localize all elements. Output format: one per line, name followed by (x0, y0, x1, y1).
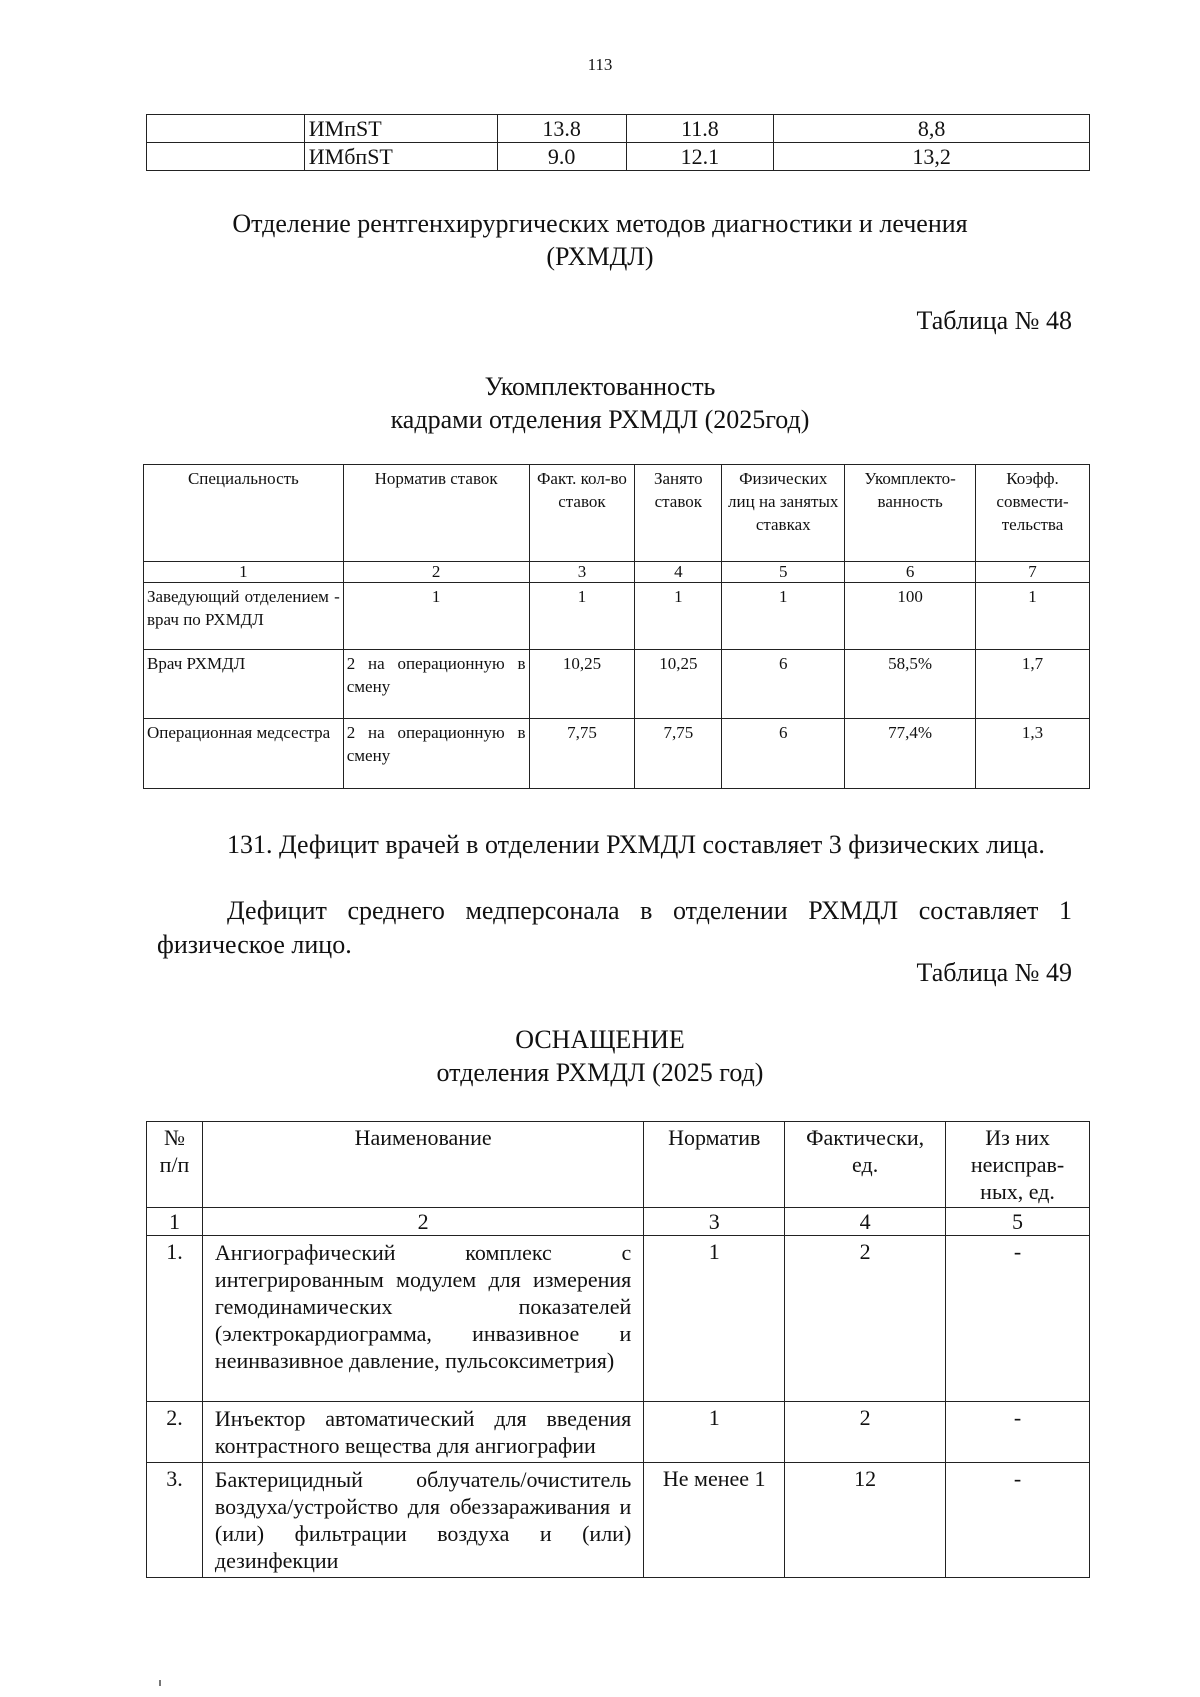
paragraph-text: Дефицит среднего медперсонала в отделении РХМДЛ составляет 1 физическое лицо. (157, 896, 1072, 959)
table-cell: 12 (785, 1463, 946, 1578)
table-cell: 13,2 (774, 143, 1090, 171)
row-number: 2. (147, 1402, 203, 1463)
equipment-name: Инъектор автоматический для введения контрастного вещества для ангиографии (202, 1402, 643, 1463)
continued-table (146, 114, 1090, 171)
table-cell: 2 (785, 1402, 946, 1463)
table49-title: ОСНАЩЕНИЕ (515, 1025, 685, 1054)
column-number: 2 (343, 562, 529, 583)
table-cell: 12.1 (626, 143, 774, 171)
table-cell: 7,75 (635, 719, 722, 789)
column-header: Физических лиц на занятых ставках (722, 465, 845, 562)
table-cell: 7,75 (529, 719, 635, 789)
table-cell: 1 (529, 583, 635, 650)
column-number: 2 (202, 1208, 643, 1236)
paragraph-text: 131. Дефицит врачей в отделении РХМДЛ составляет 3 физических лица. (227, 830, 1045, 859)
table-row (144, 719, 1090, 789)
column-number: 4 (635, 562, 722, 583)
equipment-name: Бактерицидный облучатель/очиститель воздуха/устройство для обеззараживания и (или) фильтрации воздуха и (или) дезинфекции (202, 1463, 643, 1578)
staffing-table (143, 464, 1090, 789)
table-cell: 1,7 (976, 650, 1090, 719)
table-cell: ИМбпST (304, 143, 497, 171)
table-cell: 2 (785, 1236, 946, 1402)
equipment-name: Ангиографический комплекс с интегрированным модулем для измерения гемодинамических показателей (электрокардиограмма, инвазивное и неинвазивное давление, пульсоксиметрия) (202, 1236, 643, 1402)
table49-label: Таблица № 49 (916, 958, 1072, 987)
row-number: 3. (147, 1463, 203, 1578)
column-header: Норматив (644, 1122, 785, 1208)
column-number: 7 (976, 562, 1090, 583)
table48-label: Таблица № 48 (916, 306, 1072, 335)
column-number: 4 (785, 1208, 946, 1236)
table-cell: 10,25 (635, 650, 722, 719)
table-cell: 6 (722, 719, 845, 789)
column-header: Фактически, ед. (785, 1122, 946, 1208)
table-cell (147, 143, 305, 171)
table-cell: 9.0 (497, 143, 626, 171)
column-number: 3 (644, 1208, 785, 1236)
table-row (147, 1463, 1090, 1578)
table-cell: 77,4% (845, 719, 976, 789)
table-cell: 1 (644, 1236, 785, 1402)
column-number: 5 (946, 1208, 1090, 1236)
table-row (147, 1236, 1090, 1402)
table48-subtitle: кадрами отделения РХМДЛ (2025год) (390, 405, 810, 434)
table-cell: 100 (845, 583, 976, 650)
column-header: Из них неисправ-ных, ед. (946, 1122, 1090, 1208)
column-header: Норматив ставок (343, 465, 529, 562)
table-row (144, 583, 1090, 650)
column-header: Факт. кол-во ставок (529, 465, 635, 562)
page-number: 113 (587, 55, 613, 74)
table-cell: 13.8 (497, 115, 626, 143)
table-cell: 11.8 (626, 115, 774, 143)
table-cell: 58,5% (845, 650, 976, 719)
table-cell: - (946, 1236, 1090, 1402)
table-header-row (147, 1122, 1090, 1208)
table-row (147, 1402, 1090, 1463)
table-header-row (144, 465, 1090, 562)
table-cell: - (946, 1463, 1090, 1578)
column-header: Укомплекто-ванность (845, 465, 976, 562)
table-cell: 1 (644, 1402, 785, 1463)
table-cell (147, 115, 305, 143)
table-cell: 1,3 (976, 719, 1090, 789)
scan-mark (159, 1680, 161, 1686)
row-number: 1. (147, 1236, 203, 1402)
table-cell: Не менее 1 (644, 1463, 785, 1578)
table-cell: 8,8 (774, 115, 1090, 143)
column-number-row (147, 1208, 1090, 1236)
table-cell: Заведующий отделением - врач по РХМДЛ (144, 583, 344, 650)
table-cell: Врач РХМДЛ (144, 650, 344, 719)
table-cell: - (946, 1402, 1090, 1463)
table-row (144, 650, 1090, 719)
table-cell: 1 (343, 583, 529, 650)
table-cell: 1 (722, 583, 845, 650)
column-number-row (144, 562, 1090, 583)
column-number: 1 (147, 1208, 203, 1236)
equipment-table (146, 1121, 1090, 1578)
table-cell: 10,25 (529, 650, 635, 719)
paragraph-deficit-nurses (157, 894, 1072, 962)
column-number: 6 (845, 562, 976, 583)
table-cell: ИМпST (304, 115, 497, 143)
paragraph-deficit-doctors (157, 828, 1072, 862)
column-header: Коэфф. совмести-тельства (976, 465, 1090, 562)
table49-subtitle: отделения РХМДЛ (2025 год) (436, 1058, 764, 1087)
table-cell: 1 (976, 583, 1090, 650)
column-header: Занято ставок (635, 465, 722, 562)
table-cell: Операционная медсестра (144, 719, 344, 789)
table-cell: 6 (722, 650, 845, 719)
column-header: Наименование (202, 1122, 643, 1208)
column-number: 1 (144, 562, 344, 583)
column-header: № п/п (147, 1122, 203, 1208)
column-number: 3 (529, 562, 635, 583)
table48-title: Укомплектованность (484, 372, 716, 401)
table-cell: 1 (635, 583, 722, 650)
table-cell: 2 на операционную в смену (343, 719, 529, 789)
section-title-abbr: (РХМДЛ) (546, 242, 654, 271)
table-row (147, 143, 1090, 171)
section-title: Отделение рентгенхирургических методов диагностики и лечения (232, 209, 968, 238)
column-number: 5 (722, 562, 845, 583)
table-cell: 2 на операционную в смену (343, 650, 529, 719)
table-row (147, 115, 1090, 143)
column-header: Специальность (144, 465, 344, 562)
